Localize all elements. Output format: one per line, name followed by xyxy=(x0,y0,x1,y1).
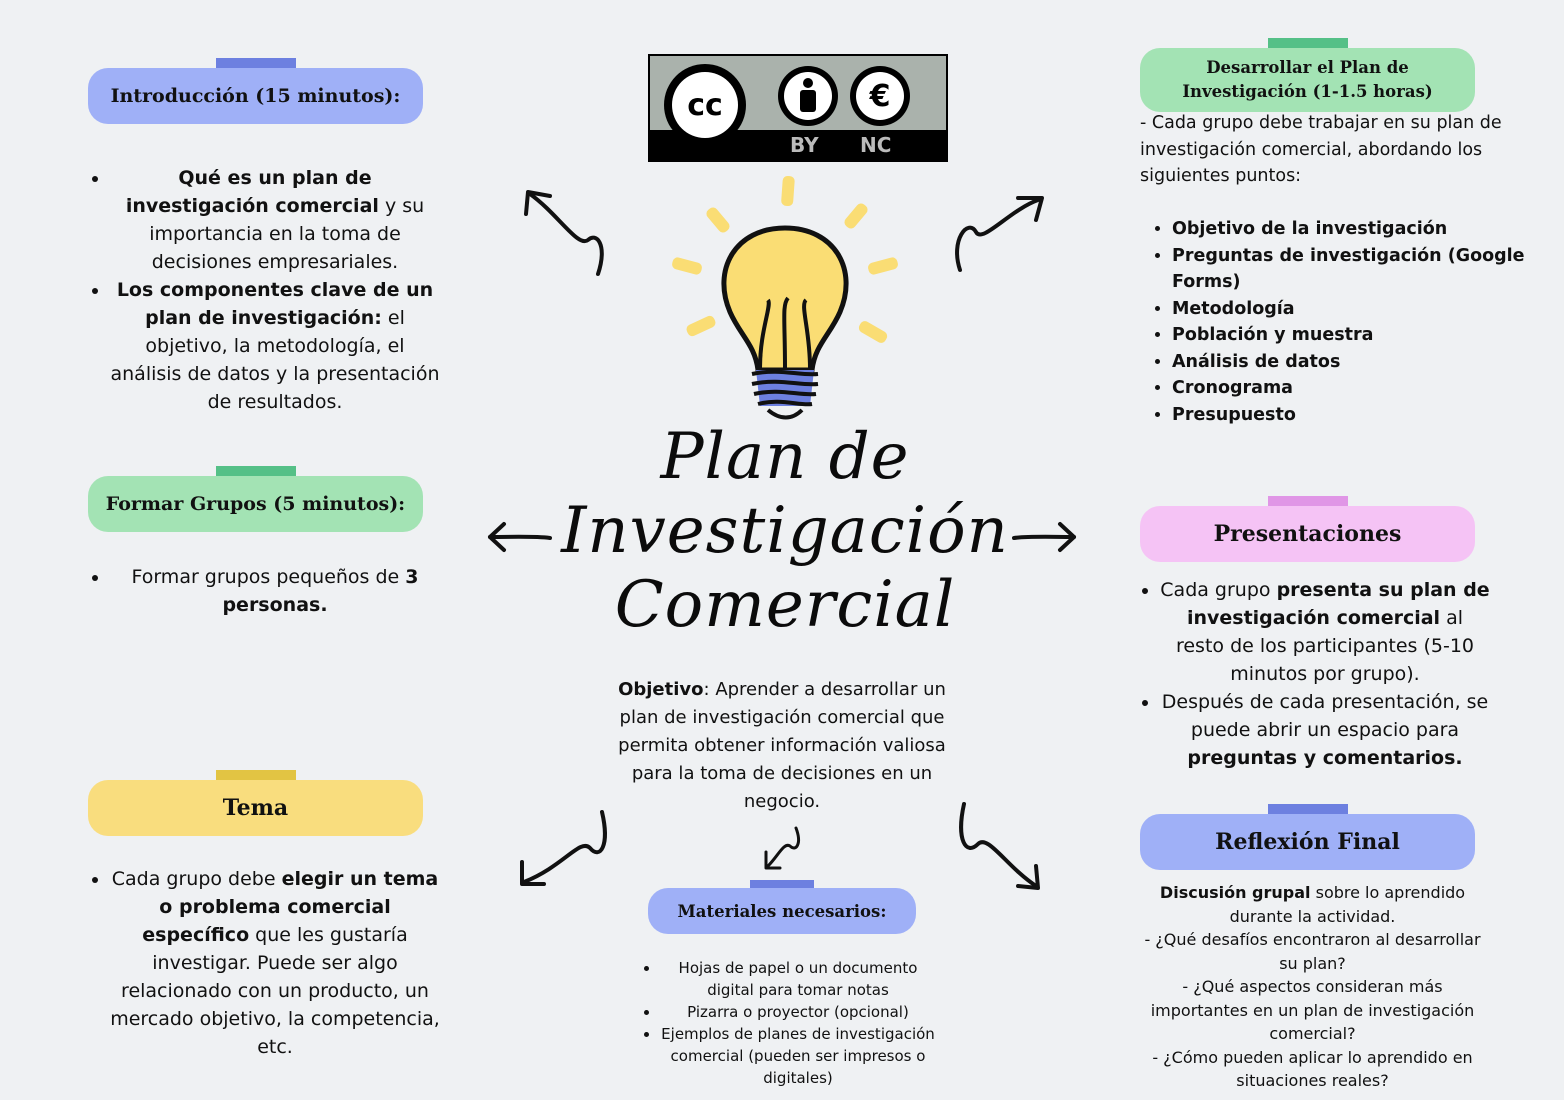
list-item: • Análisis de datos xyxy=(1172,349,1528,376)
intro-heading: Introducción (15 minutos): xyxy=(88,68,423,124)
list-item: • Cada grupo debe elegir un tema o problema comercial específico que les gustaría investigar. Puede ser algo relacionado con un producto, un mercado objetivo, la competencia, etc. xyxy=(110,865,440,1061)
arrow-up-left-icon xyxy=(518,184,610,280)
nc-label: NC xyxy=(860,133,892,157)
grupos-heading: Formar Grupos (5 minutos): xyxy=(88,476,423,532)
objetivo-text: Objetivo: Aprender a desarrollar un plan de investigación comercial que permita obtener información valiosa para la toma de decisiones en un negocio. xyxy=(618,679,946,812)
arrow-down-small-icon xyxy=(760,824,806,872)
presentaciones-list xyxy=(1134,576,1490,772)
title-line-3: Comercial xyxy=(614,568,956,642)
desarrollar-list xyxy=(1148,216,1528,428)
arrow-up-right-icon xyxy=(950,190,1050,276)
title-line-2: Investigación xyxy=(561,494,1009,568)
desarrollar-heading: Desarrollar el Plan de Investigación (1-1.5 horas) xyxy=(1140,48,1475,112)
arrow-down-right-icon xyxy=(956,800,1046,894)
arrow-left-icon xyxy=(484,520,554,554)
main-title xyxy=(560,420,1010,642)
list-item: • Preguntas de investigación (Google Forms) xyxy=(1172,243,1528,296)
list-item: • Objetivo de la investigación xyxy=(1172,216,1528,243)
list-item: • Cada grupo presenta su plan de investigación comercial al resto de los participantes (5-10 minutos por grupo). xyxy=(1160,576,1490,688)
list-item: • Pizarra o proyector (opcional) xyxy=(660,1001,936,1023)
desarrollar-intro: - Cada grupo debe trabajar en su plan de investigación comercial, abordando los siguientes puntos: xyxy=(1140,113,1502,186)
list-item: • Formar grupos pequeños de 3 personas. xyxy=(110,563,440,619)
reflexion-question: - ¿Qué desafíos encontraron al desarrollar su plan? xyxy=(1144,930,1481,973)
cc-icon: cc xyxy=(664,64,746,146)
title-line-1: Plan de xyxy=(660,420,910,494)
list-item: • Ejemplos de planes de investigación comercial (pueden ser impresos o digitales) xyxy=(660,1023,936,1089)
list-item: • Los componentes clave de un plan de investigación: el objetivo, la metodología, el análisis de datos y la presentación de resultados. xyxy=(110,276,440,416)
reflexion-heading: Reflexión Final xyxy=(1140,814,1475,870)
arrow-right-icon xyxy=(1010,520,1080,554)
reflexion-question: - ¿Cómo pueden aplicar lo aprendido en situaciones reales? xyxy=(1152,1047,1473,1090)
tema-list xyxy=(84,865,440,1061)
list-item: • Qué es un plan de investigación comercial y su importancia en la toma de decisiones empresariales. xyxy=(110,164,440,276)
by-label: BY xyxy=(790,133,819,157)
cc-by-nc-license-badge xyxy=(648,54,948,162)
list-item: • Metodología xyxy=(1172,296,1528,323)
list-item: • Población y muestra xyxy=(1172,322,1528,349)
reflexion-text: Discusión grupal sobre lo aprendido durante la actividad. - ¿Qué desafíos encontraron al desarrollar su plan? - ¿Qué aspectos consideran más importantes en un plan de investigación comercial? - ¿Cómo pueden aplicar lo aprendido en situaciones reales? xyxy=(1140,881,1485,1093)
list-item: • Después de cada presentación, se puede abrir un espacio para preguntas y comentarios. xyxy=(1160,688,1490,772)
grupos-list xyxy=(84,563,440,619)
by-icon xyxy=(778,66,838,126)
list-item: • Cronograma xyxy=(1172,375,1528,402)
materiales-list xyxy=(636,957,936,1089)
lightbulb-icon xyxy=(660,170,910,430)
tema-heading: Tema xyxy=(88,780,423,836)
list-item: • Presupuesto xyxy=(1172,402,1528,429)
intro-list xyxy=(84,164,440,416)
materiales-heading: Materiales necesarios: xyxy=(648,888,916,934)
reflexion-question: - ¿Qué aspectos consideran más importantes en un plan de investigación comercial? xyxy=(1150,977,1475,1043)
presentaciones-heading: Presentaciones xyxy=(1140,506,1475,562)
nc-icon: € xyxy=(850,66,910,126)
list-item: • Hojas de papel o un documento digital para tomar notas xyxy=(660,957,936,1001)
arrow-down-left-icon xyxy=(514,806,612,890)
